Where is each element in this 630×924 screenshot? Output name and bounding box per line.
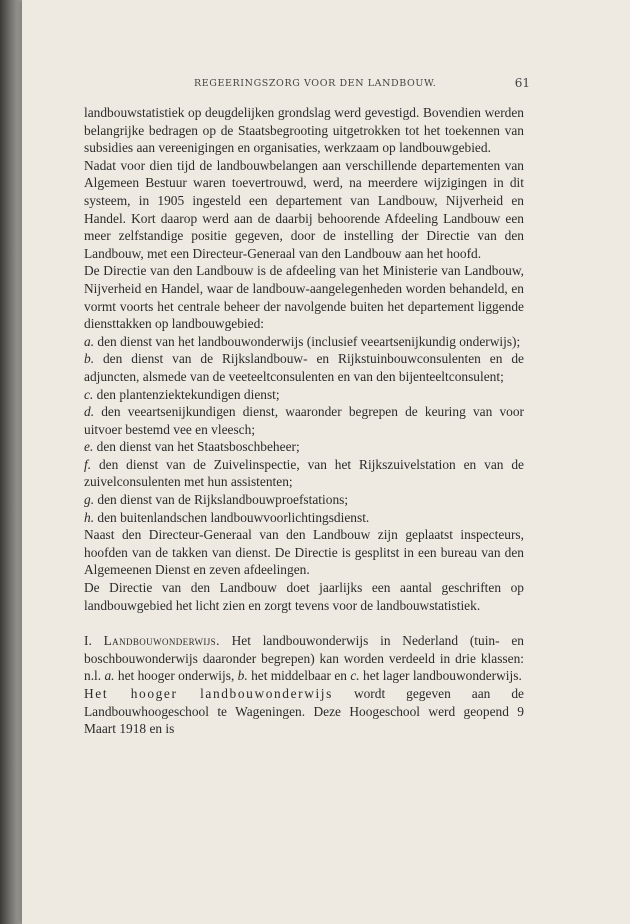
section-number: I. bbox=[84, 633, 92, 649]
section-text: Het landbouwonderwijs in Nederland (tuin- en boschbouwonderwijs daaronder begrepen) kan worden verdeeld in drie klassen: n.l. bbox=[84, 633, 524, 684]
list-letter: e. bbox=[84, 439, 94, 455]
list-item-g bbox=[84, 491, 524, 509]
list-letter: h. bbox=[84, 509, 95, 525]
running-title: REGEERINGSZORG VOOR DEN LANDBOUW. bbox=[194, 78, 437, 89]
list-text: den buitenlandschen landbouwvoorlichtingsdienst. bbox=[97, 509, 370, 525]
section-letter-c: c. bbox=[350, 668, 360, 684]
list-item-d bbox=[84, 403, 524, 438]
paragraph-3: De Directie van den Landbouw is de afdeeling van het Ministerie van Landbouw, Nijverheid en Handel, waar de landbouw-aangelegenheden worden behandeld, en vormt voorts het centrale beheer der navolgende buiten het departement liggende diensttakken op landbouwgebied: bbox=[84, 263, 524, 332]
list-letter: g. bbox=[84, 492, 95, 508]
paragraph-rest: wordt gegeven aan de Landbouwhoogeschool te Wageningen. Deze Hoogeschool werd geopend 9 Maart 1918 en is bbox=[84, 686, 524, 737]
section-letter-b: b. bbox=[237, 668, 248, 684]
section-text-b: het middelbaar en bbox=[251, 668, 347, 684]
list-text: den veeartsenijkundigen dienst, waaronder begrepen de keuring van voor uitvoer bestemd vee en vleesch; bbox=[84, 404, 524, 437]
list-item-c bbox=[84, 386, 524, 404]
paragraph-1: landbouwstatistiek op deugdelijken grondslag werd gevestigd. Bovendien werden belangrijke bedragen op de Staatsbegrooting uitgetrokken tot het toekennen van subsidies aan vereenigingen en organisaties, werkzaam op landbouwgebied. bbox=[84, 105, 524, 156]
list-letter: f. bbox=[84, 456, 92, 472]
list-letter: b. bbox=[84, 351, 95, 367]
list-text: den dienst van het Staatsboschbeheer; bbox=[96, 439, 300, 455]
list-item-a bbox=[84, 333, 524, 351]
list-letter: c. bbox=[84, 386, 94, 402]
section-letter-a: a. bbox=[104, 668, 115, 684]
book-page bbox=[22, 0, 630, 924]
list-item-e bbox=[84, 438, 524, 456]
list-text: den plantenziektekundigen dienst; bbox=[96, 386, 280, 402]
list-item-h bbox=[84, 509, 524, 527]
paragraph-2: Nadat voor dien tijd de landbouwbelangen aan verschillende departementen van Algemeen Bestuur waren toevertrouwd, werd, na meerdere wijzigingen in dit systeem, in 1905 ingesteld een departement van Landbouw, Nijverheid en Handel. Kort daarop werd aan de daarbij behoorende Afdeeling Landbouw een meer zelfstandige positie gegeven, door de instelling der Directie van den Landbouw, met een Directeur-Generaal van den Landbouw aan het hoofd. bbox=[84, 157, 524, 261]
list-text: den dienst van de Zuivelinspectie, van het Rijkszuivelstation en van de zuivelconsulenten met hun assistenten; bbox=[84, 456, 524, 490]
section-text-a: het hooger onderwijs, bbox=[117, 668, 235, 684]
paragraph-hooger-onderwijs bbox=[84, 685, 524, 738]
list-text: den dienst van de Rijkslandbouw- en Rijkstuinbouwconsulenten en de adjuncten, alsmede van de veeteeltconsulenten en van den bijenteeltconsulent; bbox=[84, 351, 524, 384]
list-item-f bbox=[84, 456, 524, 491]
spaced-lead: Het hooger landbouwonderwijs bbox=[84, 686, 333, 701]
paragraph-4: Naast den Directeur-Generaal van den Landbouw zijn geplaatst inspecteurs, hoofden van de takken van dienst. De Directie is gesplitst in een bureau van den Algemeenen Dienst en zeven afdeelingen. bbox=[84, 527, 524, 578]
list-item-b bbox=[84, 350, 524, 385]
page-header bbox=[84, 77, 530, 93]
list-text: den dienst van de Rijkslandbouwproefstations; bbox=[97, 492, 349, 508]
page-edge-shadow bbox=[0, 0, 22, 924]
section-text-c: het lager landbouwonderwijs. bbox=[363, 668, 522, 684]
list-letter: d. bbox=[84, 404, 95, 420]
section-landbouwonderwijs bbox=[84, 632, 524, 685]
list-letter: a. bbox=[84, 333, 95, 349]
list-text: den dienst van het landbouwonderwijs (inclusief veeartsenijkundig onderwijs); bbox=[97, 333, 521, 349]
paragraph-5: De Directie van den Landbouw doet jaarlijks een aantal geschriften op landbouwgebied het licht zien en zorgt tevens voor de landbouwstatistiek. bbox=[84, 580, 524, 613]
page-number: 61 bbox=[514, 76, 530, 90]
section-heading: Landbouwonderwijs. bbox=[103, 633, 220, 649]
page-body bbox=[84, 104, 524, 738]
